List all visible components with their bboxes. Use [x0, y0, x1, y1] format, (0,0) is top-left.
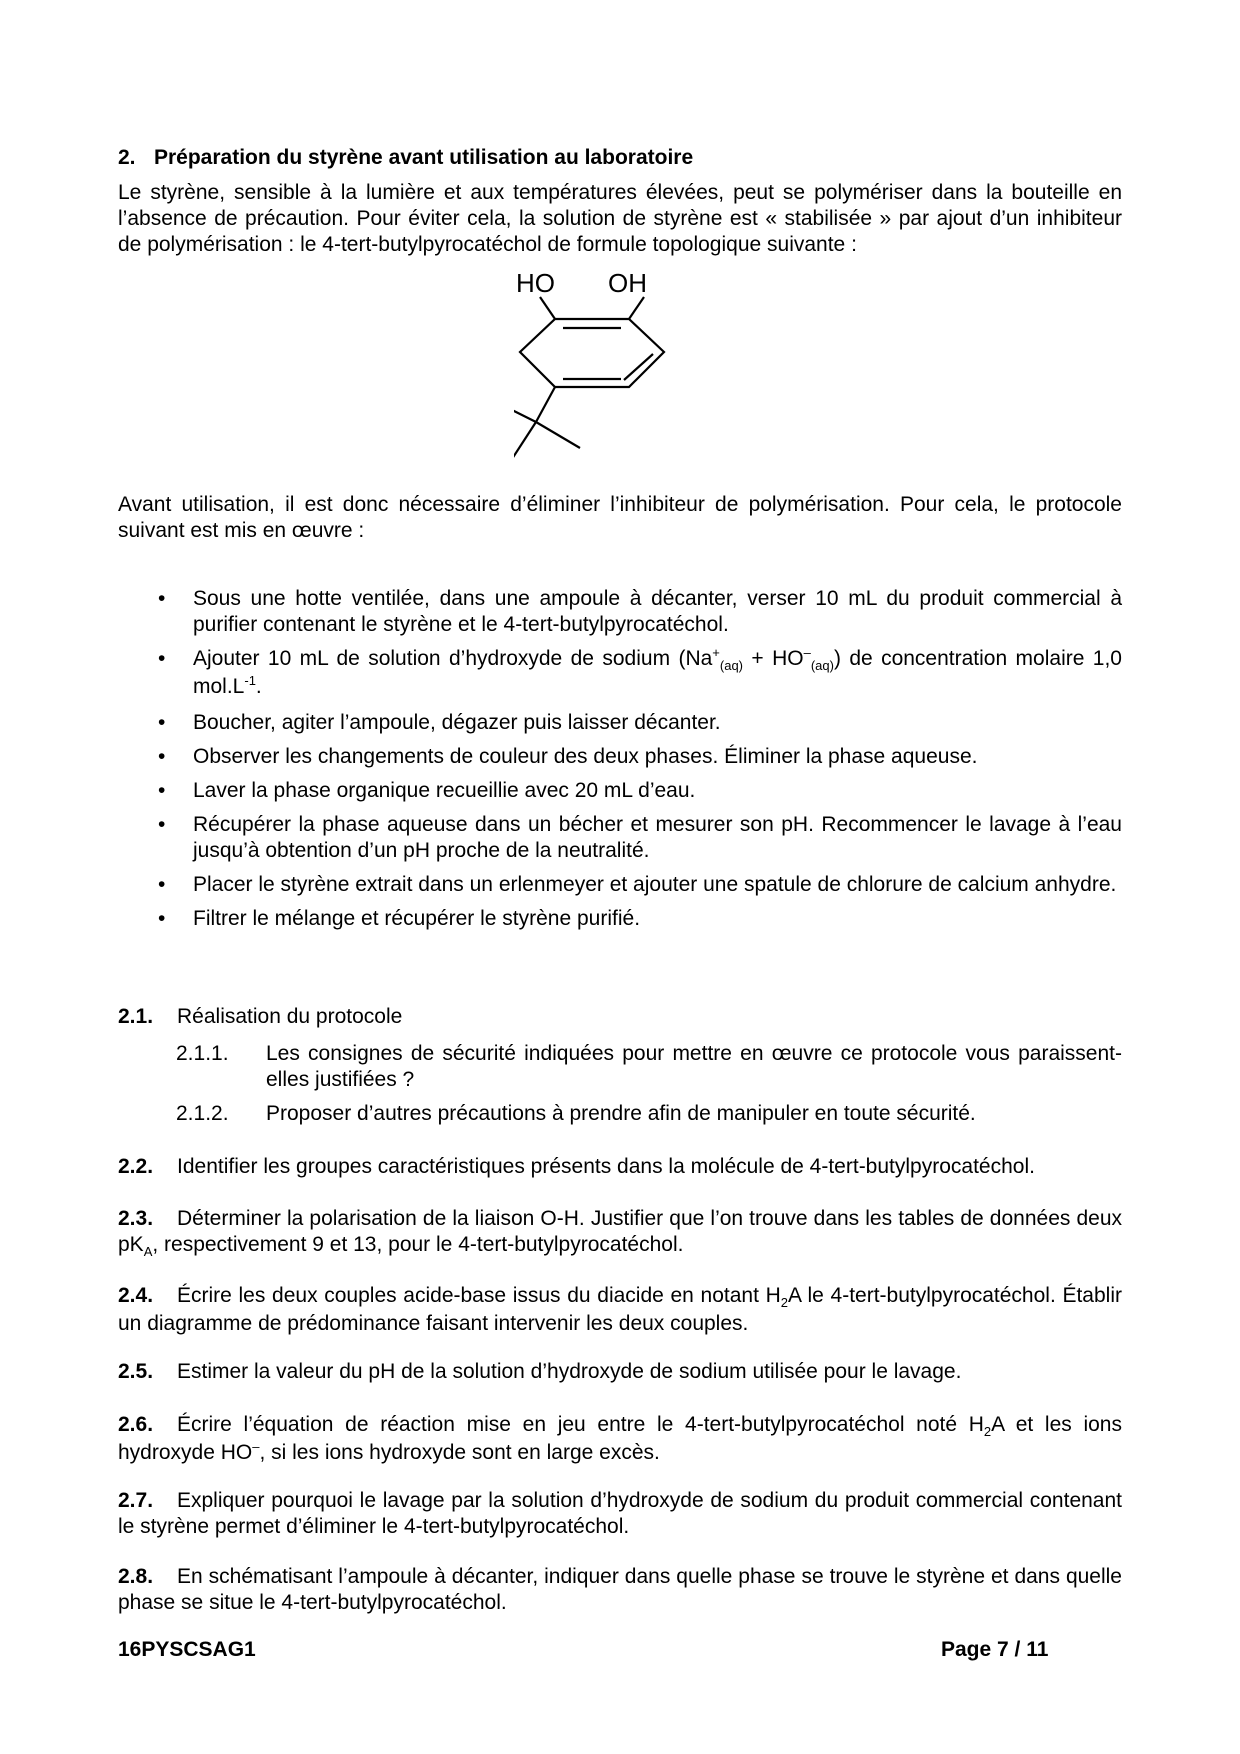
bullet-icon: •	[158, 647, 166, 670]
oh-label: OH	[608, 270, 647, 298]
step-text: Placer le styrène extrait dans un erlenmeyer et ajouter une spatule de chlorure de calcium anhydre.	[193, 873, 1117, 896]
bullet-icon: •	[158, 711, 166, 734]
step-text: + HO	[743, 647, 804, 670]
step-text: Filtrer le mélange et récupérer le styrène purifié.	[193, 907, 641, 930]
question-text: A et les ions hydroxyde HO	[118, 1413, 1122, 1464]
benzene-ring	[514, 297, 664, 462]
question-2-1-1	[176, 1041, 1122, 1093]
step-text: Laver la phase organique recueillie avec 20 mL d’eau.	[193, 779, 696, 802]
superscript: –	[252, 1439, 260, 1454]
question-2-7	[118, 1488, 1122, 1540]
step-text: .	[255, 675, 262, 698]
state-sub: (aq)	[719, 658, 744, 673]
list-item	[118, 744, 1122, 770]
step-text: Sous une hotte ventilée, dans une ampoule à décanter, verser 10 mL du produit commercial à purifier contenant le styrène et le 4-tert-butylpyrocatéchol.	[193, 587, 1122, 636]
question-text: A le 4-tert-butylpyrocatéchol. Établir un diagramme de prédominance faisant intervenir les deux couples.	[118, 1284, 1122, 1335]
question-number: 2.7.	[118, 1489, 154, 1512]
question-text: Estimer la valeur du pH de la solution d’hydroxyde de sodium utilisée pour le lavage.	[177, 1360, 962, 1383]
footer-code: 16PYSCSAG1	[118, 1638, 256, 1661]
question-number: 2.6.	[118, 1413, 154, 1436]
question-text: Identifier les groupes caractéristiques présents dans la molécule de 4-tert-butylpyrocatéchol.	[177, 1155, 1035, 1178]
footer-page-number: Page 7 / 11	[941, 1638, 1049, 1661]
list-item	[118, 646, 1122, 702]
question-text: Déterminer la polarisation de la liaison O-H. Justifier que l’on trouve dans les tables de données deux pK	[118, 1207, 1122, 1256]
question-2-2	[118, 1154, 1122, 1180]
subscript: 2	[780, 1295, 788, 1310]
list-item	[118, 872, 1122, 898]
bullet-icon: •	[158, 587, 166, 610]
question-number: 2.4.	[118, 1284, 154, 1307]
step-text: Boucher, agiter l’ampoule, dégazer puis laisser décanter.	[193, 711, 721, 734]
exponent-sup: -1	[244, 673, 256, 688]
list-item	[118, 586, 1122, 638]
bullet-icon: •	[158, 745, 166, 768]
question-text: , respectivement 9 et 13, pour le 4-tert-butylpyrocatéchol.	[152, 1233, 684, 1256]
list-item	[118, 710, 1122, 736]
protocol-intro-paragraph: Avant utilisation, il est donc nécessaire d’éliminer l’inhibiteur de polymérisation. Pour cela, le protocole suivant est mis en œuvre :	[118, 493, 1122, 542]
protocol-list	[118, 586, 1122, 940]
question-number: 2.5.	[118, 1360, 154, 1383]
question-2-3	[118, 1206, 1122, 1260]
intro-paragraph: Le styrène, sensible à la lumière et aux températures élevées, peut se polymériser dans la bouteille en l’absence de précaution. Pour éviter cela, la solution de styrène est « stabilisée » par ajout d’un inhibiteur de polymérisation : le 4-tert-butylpyrocatéchol de formule topologique suivante :	[118, 181, 1122, 256]
question-text: Réalisation du protocole	[177, 1005, 403, 1028]
question-number: 2.8.	[118, 1565, 154, 1588]
step-text: Récupérer la phase aqueuse dans un bécher et mesurer son pH. Recommencer le lavage à l’eau jusqu’à obtention d’un pH proche de la neutralité.	[193, 813, 1122, 862]
question-number: 2.2.	[118, 1155, 154, 1178]
step-text: Ajouter 10 mL de solution d’hydroxyde de sodium (Na	[193, 647, 713, 670]
subscript: 2	[983, 1424, 992, 1439]
question-text: Écrire les deux couples acide-base issus du diacide en notant H	[177, 1284, 781, 1307]
question-2-1-2	[176, 1101, 1122, 1127]
ho-label: HO	[516, 270, 555, 298]
bullet-icon: •	[158, 873, 166, 896]
document-page	[118, 0, 1122, 1754]
step-text: ) de concentration molaire 1,0 mol.L	[193, 647, 1122, 698]
question-text: Proposer d’autres précautions à prendre afin de manipuler en toute sécurité.	[266, 1102, 976, 1125]
section-title: Préparation du styrène avant utilisation au laboratoire	[154, 146, 694, 169]
question-2-1	[118, 1004, 1122, 1030]
molecule-structure	[514, 270, 694, 475]
step-text: Observer les changements de couleur des deux phases. Éliminer la phase aqueuse.	[193, 745, 978, 768]
question-2-4	[118, 1283, 1122, 1337]
question-number: 2.1.1.	[176, 1042, 229, 1065]
section-heading	[118, 145, 693, 171]
question-2-5	[118, 1359, 1122, 1385]
list-item	[118, 906, 1122, 932]
question-2-8	[118, 1564, 1122, 1616]
question-text: , si les ions hydroxyde sont en large excès.	[259, 1441, 660, 1464]
list-item	[118, 812, 1122, 864]
bullet-icon: •	[158, 907, 166, 930]
charge-sup: –	[803, 645, 811, 660]
bullet-icon: •	[158, 813, 166, 836]
question-number: 2.1.2.	[176, 1102, 229, 1125]
charge-sup: +	[712, 645, 720, 660]
list-item	[118, 778, 1122, 804]
section-number: 2.	[118, 146, 136, 169]
bullet-icon: •	[158, 779, 166, 802]
question-text: Écrire l’équation de réaction mise en jeu entre le 4-tert-butylpyrocatéchol noté H	[177, 1413, 984, 1436]
subscript: A	[143, 1244, 153, 1259]
question-number: 2.1.	[118, 1005, 154, 1028]
question-2-6	[118, 1412, 1122, 1468]
state-sub: (aq)	[810, 658, 834, 673]
question-text: Expliquer pourquoi le lavage par la solution d’hydroxyde de sodium du produit commercial contenant le styrène permet d’éliminer le 4-tert-butylpyrocatéchol.	[118, 1489, 1122, 1538]
question-number: 2.3.	[118, 1207, 154, 1230]
question-text: En schématisant l’ampoule à décanter, indiquer dans quelle phase se trouve le styrène et dans quelle phase se situe le 4-tert-butylpyrocatéchol.	[118, 1565, 1122, 1614]
question-text: Les consignes de sécurité indiquées pour mettre en œuvre ce protocole vous paraissent-elles justifiées ?	[266, 1042, 1122, 1091]
